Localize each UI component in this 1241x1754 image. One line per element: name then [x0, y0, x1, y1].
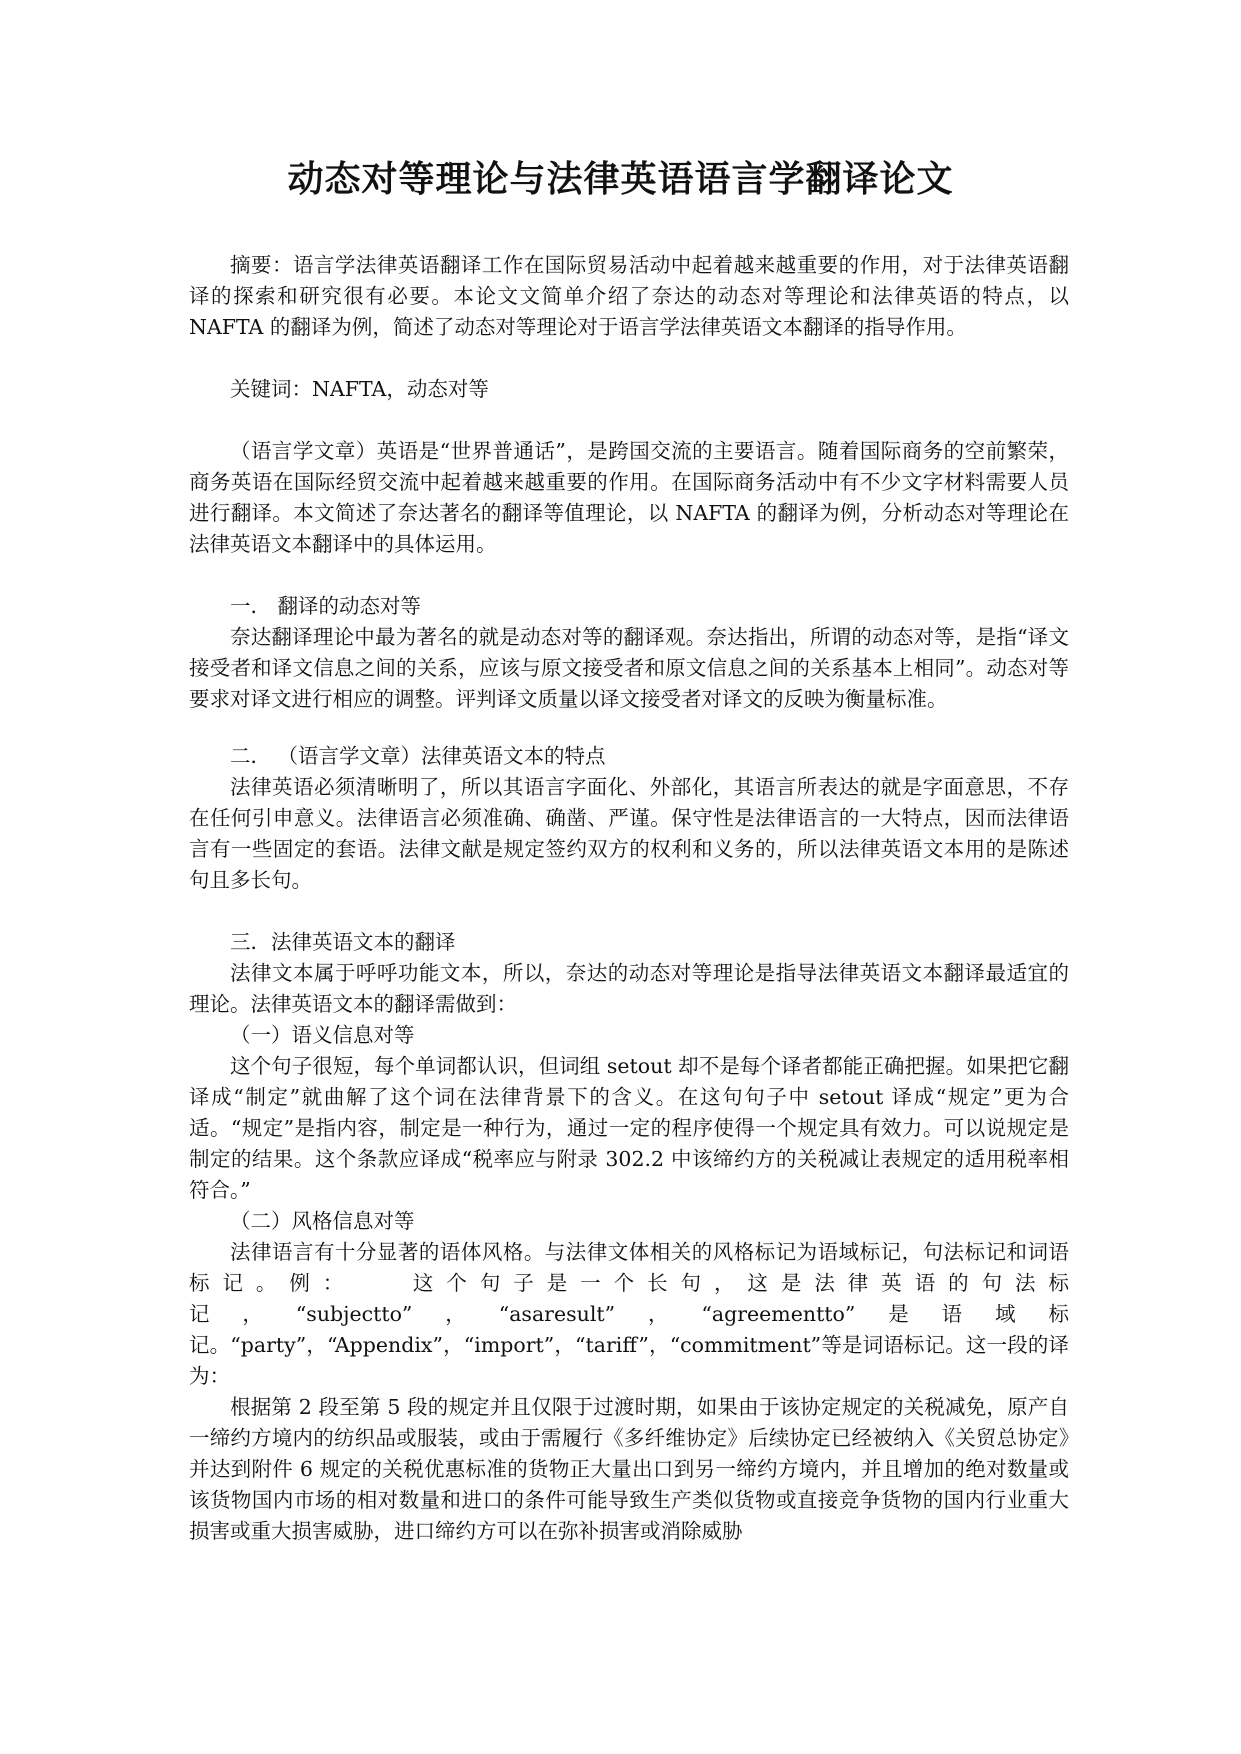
section-3-paragraph: 法律文本属于呼呼功能文本，所以，奈达的动态对等理论是指导法律英语文本翻译最适宜的理论。法律英语文本的翻译需做到：: [189, 961, 1069, 1016]
document-body: [189, 250, 1069, 1547]
section-heading-2: 二． （语言学文章）法律英语文本的特点: [230, 744, 606, 768]
section-heading-1: 一． 翻译的动态对等: [230, 594, 422, 618]
subsection-1-paragraph: 这个句子很短，每个单词都认识，但词组 setout 却不是每个译者都能正确把握。如果把它翻译成“制定”就曲解了这个词在法律背景下的含义。在这句句子中 setout 译成“规定”更为合适。“规定”是指内容，制定是一种行为，通过一定的程序使得一个规定具有效力。可以说规定是制定的结果。这个条款应译成“税率应与附录 302.2 中该缔约方的关税减让表规定的适用税率相符合。”: [189, 1054, 1069, 1202]
subsection-heading-2: （二）风格信息对等: [230, 1209, 415, 1233]
keywords-paragraph: 关键词：NAFTA，动态对等: [230, 377, 489, 401]
translation-paragraph: 根据第 2 段至第 5 段的规定并且仅限于过渡时期，如果由于该协定规定的关税减免，原产自一缔约方境内的纺织品或服装，或由于需履行《多纤维协定》后续协定已经被纳入《关贸总协定》并达到附件 6 规定的关税优惠标准的货物正大量出口到另一缔约方境内，并且增加的绝对数量或该货物国内市场的相对数量和进口的条件可能导致生产类似货物或直接竞争货物的国内行业重大损害或重大损害威胁，进口缔约方可以在弥补损害或消除威胁: [189, 1395, 1069, 1543]
document-title: 动态对等理论与法律英语语言学翻译论文: [287, 159, 954, 200]
section-1-paragraph: 奈达翻译理论中最为著名的就是动态对等的翻译观。奈达指出，所谓的动态对等，是指“译文接受者和译文信息之间的关系，应该与原文接受者和原文信息之间的关系基本上相同”。动态对等要求对译文进行相应的调整。评判译文质量以译文接受者对译文的反映为衡量标准。: [189, 625, 1069, 711]
intro-paragraph: （语言学文章）英语是“世界普通话”，是跨国交流的主要语言。随着国际商务的空前繁荣，商务英语在国际经贸交流中起着越来越重要的作用。在国际商务活动中有不少文字材料需要人员进行翻译。本文简述了奈达著名的翻译等值理论，以 NAFTA 的翻译为例，分析动态对等理论在法律英语文本翻译中的具体运用。: [189, 439, 1069, 556]
subsection-2-paragraph: 法律语言有十分显著的语体风格。与法律文体相关的风格标记为语域标记，句法标记和词语标记。例： 这个句子是一个长句，这是法律英语的句法标记，“subjectto”，“asaresult”，“agreementto”是语域标记。“party”，“Appendix”，“import”，“tariff”，“commitment”等是词语标记。这一段的译为：: [189, 1240, 1069, 1388]
section-heading-3: 三．法律英语文本的翻译: [230, 930, 456, 954]
abstract-paragraph: 摘要：语言学法律英语翻译工作在国际贸易活动中起着越来越重要的作用，对于法律英语翻译的探索和研究很有必要。本论文文简单介绍了奈达的动态对等理论和法律英语的特点，以 NAFTA 的翻译为例，简述了动态对等理论对于语言学法律英语文本翻译的指导作用。: [189, 253, 1069, 339]
section-2-paragraph: 法律英语必须清晰明了，所以其语言字面化、外部化，其语言所表达的就是字面意思，不存在任何引申意义。法律语言必须准确、确凿、严谨。保守性是法律语言的一大特点，因而法律语言有一些固定的套语。法律文献是规定签约双方的权利和义务的，所以法律英语文本用的是陈述句且多长句。: [189, 775, 1069, 892]
subsection-heading-1: （一）语义信息对等: [230, 1023, 415, 1047]
